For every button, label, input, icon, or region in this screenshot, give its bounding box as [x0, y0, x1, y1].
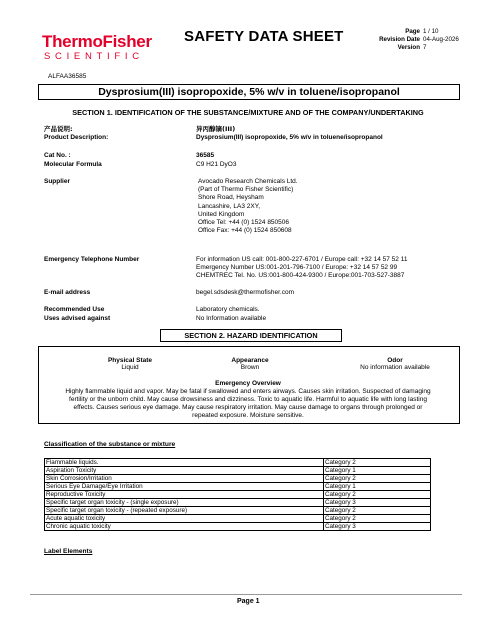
hazard-class: Specific target organ toxicity - (repeated exposure)	[45, 507, 324, 515]
product-desc-cn-value: 异丙醇镝(III)	[196, 125, 236, 133]
supplier-line: (Part of Thermo Fisher Scientific)	[198, 186, 294, 194]
recommended-use-value: Laboratory chemicals.	[196, 306, 260, 313]
hazard-class: Flammable liquids.	[45, 459, 324, 467]
document-meta	[376, 28, 459, 52]
uses-advised-against-value: No Information available	[196, 315, 267, 322]
document-id: ALFAA36585	[48, 73, 87, 80]
hazard-category: Category 1	[324, 483, 431, 491]
formula-value: C9 H21 DyO3	[196, 161, 237, 168]
supplier-address	[198, 178, 298, 235]
emergency-overview-line: effects. Causes serious eye damage. May cause respiratory irritation. May cause damage to organs through prolonged or	[73, 404, 423, 411]
table-row	[45, 499, 431, 507]
uses-advised-against-label: Uses advised against	[44, 315, 111, 322]
odor-label: Odor	[387, 357, 403, 364]
cat-no-value: 36585	[196, 152, 215, 159]
table-row	[45, 483, 431, 491]
hazard-category: Category 1	[324, 467, 431, 475]
hazard-category: Category 2	[324, 491, 431, 499]
product-desc-label: Product Description:	[44, 134, 109, 141]
supplier-line: Shore Road, Heysham	[198, 194, 264, 202]
table-row	[45, 515, 431, 523]
logo-thermo-text: Thermo	[42, 32, 103, 51]
email-value[interactable]: begel.sdsdesk@thermofisher.com	[196, 289, 295, 296]
section2-title: SECTION 2. HAZARD IDENTIFICATION	[160, 329, 342, 342]
hazard-category: Category 2	[324, 515, 431, 523]
emergency-overview-line: repeated exposure. Moisture sensitive.	[192, 412, 304, 419]
emergency-line: Emergency Number US:001-201-796-7100 / Europe: +32 14 57 52 99	[196, 264, 398, 272]
brand-logo	[42, 32, 152, 52]
appearance-label: Appearance	[231, 357, 269, 364]
table-row	[45, 467, 431, 475]
page-value: 1 / 10	[423, 28, 439, 35]
cat-no-label: Cat No. :	[44, 152, 71, 159]
supplier-label: Supplier	[44, 178, 71, 185]
logo-scientific-text: SCIENTIFIC	[44, 51, 144, 62]
hazard-category: Category 2	[324, 459, 431, 467]
hazard-class: Acute aquatic toxicity	[45, 515, 324, 523]
hazard-class: Chronic aquatic toxicity	[45, 523, 324, 531]
hazard-class: Specific target organ toxicity - (single exposure)	[45, 499, 324, 507]
footer-page-number: Page 1	[237, 598, 260, 605]
emergency-phone-values	[196, 256, 407, 281]
table-row	[45, 523, 431, 531]
supplier-line: Avocado Research Chemicals Ltd.	[198, 178, 298, 185]
hazard-class: Serious Eye Damage/Eye Irritation	[45, 483, 324, 491]
revision-value: 04-Aug-2026	[423, 36, 459, 43]
hazard-category: Category 2	[324, 507, 431, 515]
odor-value: No information available	[360, 364, 430, 371]
document-title: SAFETY DATA SHEET	[184, 28, 344, 45]
hazard-class: Skin Corrosion/Irritation	[45, 475, 324, 483]
supplier-line: Lancashire, LA3 2XY,	[198, 202, 261, 210]
logo-fisher-text: Fisher	[102, 32, 152, 51]
product-name-box: Dysprosium(III) isopropoxide, 5% w/v in toluene/isopropanol	[38, 84, 460, 100]
product-desc-value: Dysprosium(III) isopropoxide, 5% w/v in toluene/isopropanol	[196, 134, 383, 141]
recommended-use-label: Recommended Use	[44, 306, 105, 313]
product-desc-cn-label: 产品说明:	[44, 125, 73, 133]
emergency-line: For information US call: 001-800-227-6701 / Europe call: +32 14 57 52 11	[196, 256, 408, 263]
emergency-overview-line: fertility or the unborn child. May cause drowsiness and dizziness. Toxic to aquatic life. Harmful to aquatic life with long lasting	[69, 396, 427, 403]
version-label: Version	[397, 44, 420, 51]
email-label: E-mail address	[44, 289, 91, 296]
table-row	[45, 475, 431, 483]
supplier-line: Office Tel: +44 (0) 1524 850506	[198, 219, 290, 227]
table-row	[45, 491, 431, 499]
table-row	[45, 507, 431, 515]
emergency-line: CHEMTREC Tel. No. US:001-800-424-9300 / Europe:001-703-527-3887	[196, 272, 405, 280]
supplier-line: Office Fax: +44 (0) 1524 850608	[198, 227, 292, 235]
hazard-category: Category 3	[324, 499, 431, 507]
revision-label: Revision Date	[379, 36, 420, 43]
hazard-class: Aspiration Toxicity	[45, 467, 324, 475]
classification-title: Classification of the substance or mixture	[44, 441, 176, 448]
hazard-category: Category 2	[324, 475, 431, 483]
emergency-overview	[40, 380, 456, 420]
emergency-overview-line: Highly flammable liquid and vapor. May be fatal if swallowed and enters airways. Causes skin irritation. Suspected of damaging	[65, 388, 431, 395]
appearance	[200, 357, 300, 371]
emergency-phone-label: Emergency Telephone Number	[44, 256, 140, 263]
physical-state	[80, 357, 180, 371]
physical-state-label: Physical State	[107, 357, 153, 364]
emergency-overview-label: Emergency Overview	[215, 380, 281, 387]
footer-divider	[30, 594, 462, 595]
page-label: Page	[405, 28, 420, 35]
version-value: 7	[423, 44, 427, 51]
section1-title: SECTION 1. IDENTIFICATION OF THE SUBSTANCE/MIXTURE AND OF THE COMPANY/UNDERTAKING	[72, 108, 424, 117]
physical-state-value: Liquid	[121, 364, 139, 371]
hazard-class: Reproductive Toxicity	[45, 491, 324, 499]
classification-table	[44, 458, 431, 531]
supplier-line: United Kingdom	[198, 210, 245, 218]
odor	[340, 357, 450, 371]
label-elements-title: Label Elements	[44, 548, 93, 555]
appearance-value: Brown	[240, 364, 260, 371]
formula-label: Molecular Formula	[44, 161, 102, 168]
hazard-category: Category 3	[324, 523, 431, 531]
table-row	[45, 459, 431, 467]
